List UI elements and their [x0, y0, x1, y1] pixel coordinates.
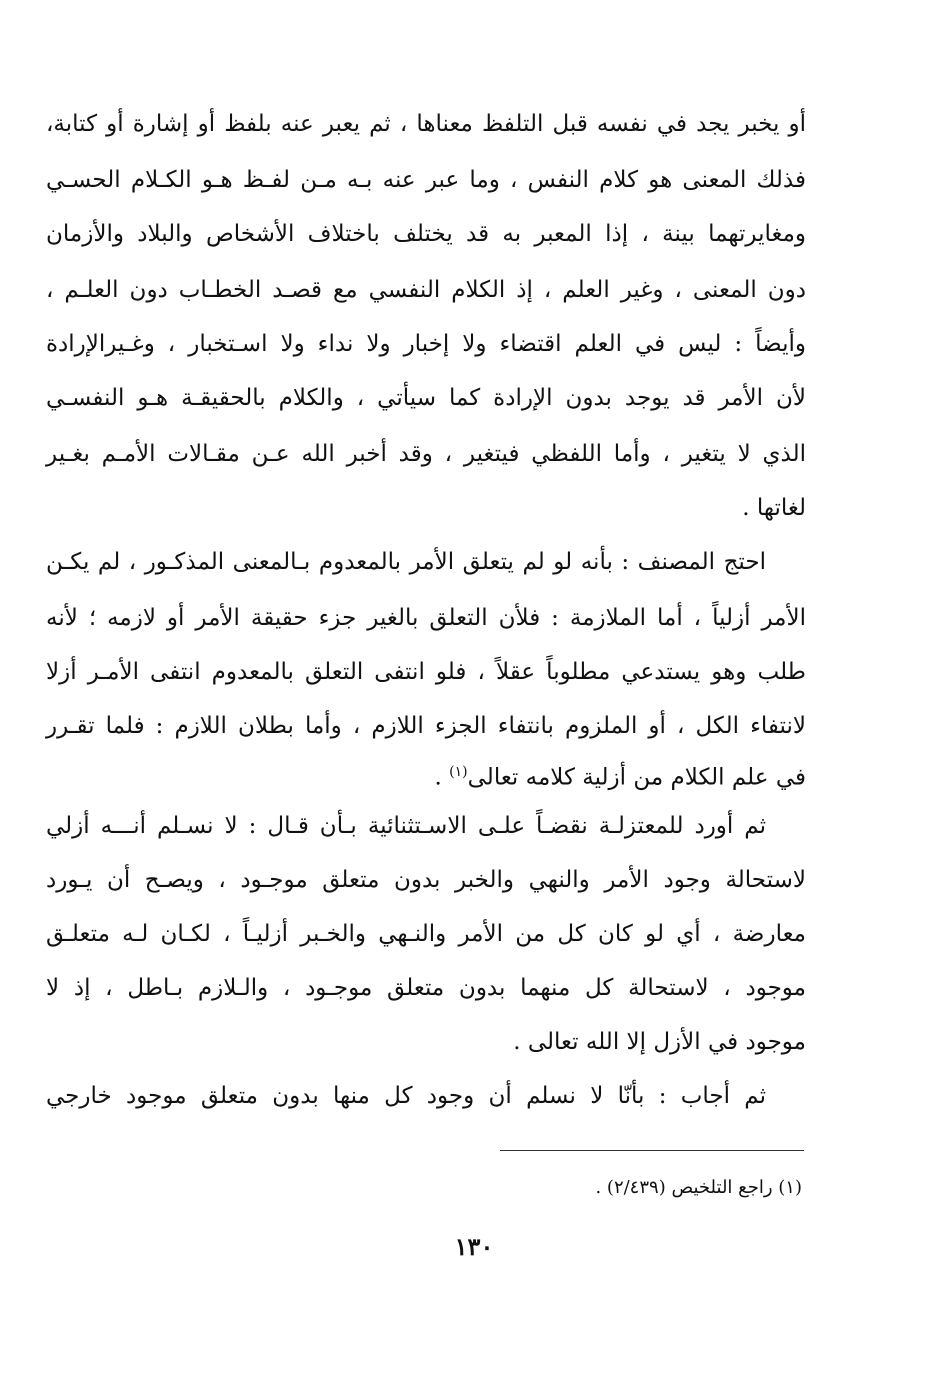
- text-line: معارضة ، أي لو كان كل من الأمر والنـهي والخـبر أزليـاً ، لكـان لـه متعلـق: [46, 921, 806, 947]
- footnote: (١) راجع التلخيص (٢/٤٣٩) .: [595, 1177, 802, 1198]
- text-line: طلب وهو يستدعي مطلوباً عقلاً ، فلو انتفى التعلق بالمعدوم انتفى الأمـر أزلا: [46, 659, 806, 685]
- text-line: لاستحالة وجود الأمر والنهي والخبر بدون متعلق موجـود ، ويصـح أن يـورد: [46, 867, 806, 893]
- text-line: الذي لا يتغير ، وأما اللفظي فيتغير ، وقد أخبر الله عـن مقـالات الأمـم بغـير: [46, 441, 806, 467]
- page-number: ١٣٠: [454, 1232, 494, 1261]
- text-line: دون المعنى ، وغير العلم ، إذ الكلام النفسي مع قصـد الخطـاب دون العلـم ،: [46, 277, 806, 303]
- text-line: احتج المصنف : بأنه لو لم يتعلق الأمر بالمعدوم بـالمعنى المذكـور ، لم يكـن: [46, 549, 766, 575]
- text-line: فذلك المعنى هو كلام النفس ، وما عبر عنه بـه مـن لفـظ هـو الكـلام الحسـي: [46, 167, 806, 193]
- text-line: موجود في الأزل إلا الله تعالى .: [513, 1029, 806, 1055]
- text-line: وأيضاً : ليس في العلم اقتضاء ولا إخبار ولا نداء ولا اسـتخبار ، وغـيرالإرادة: [46, 331, 806, 357]
- text-line: [46, 752, 806, 792]
- text-line: أو يخبر يجد في نفسه قبل التلفظ معناها ، ثم يعبر عنه بلفظ أو إشارة أو كتابة،: [46, 111, 806, 137]
- footnote-divider: [500, 1150, 804, 1151]
- text-line: لأن الأمر قد يوجد بدون الإرادة كما سيأتي ، والكلام بالحقيقـة هـو النفسـي: [46, 385, 806, 411]
- footnote-reference: (١): [449, 764, 468, 780]
- text-line: لانتفاء الكل ، أو الملزوم بانتفاء الجزء اللازم ، وأما بطلان اللازم : فلما تقـرر: [46, 713, 806, 739]
- text-segment: .: [434, 764, 450, 791]
- text-line: موجود ، لاستحالة كل منهما بدون متعلق موجـود ، والـلازم بـاطل ، إذ لا: [46, 975, 806, 1001]
- text-line: الأمر أزلياً ، أما الملازمة : فلأن التعلق بالغير جزء حقيقة الأمر أو لازمه ؛ لأنه: [46, 605, 806, 631]
- text-line: ثم أجاب : بأنّا لا نسلم أن وجود كل منها بدون متعلق موجود خارجي: [46, 1083, 766, 1109]
- text-line: ثم أورد للمعتزلـة نقضـاً علـى الاسـتثنائية بـأن قـال : لا نسـلم أنـــه أزلي: [46, 813, 766, 839]
- text-line: ومغايرتهما بينة ، إذا المعبر به قد يختلف باختلاف الأشخاص والبلاد والأزمان: [46, 221, 806, 247]
- text-segment: في علم الكلام من أزلية كلامه تعالى: [467, 764, 806, 791]
- text-line: لغاتها .: [742, 495, 806, 521]
